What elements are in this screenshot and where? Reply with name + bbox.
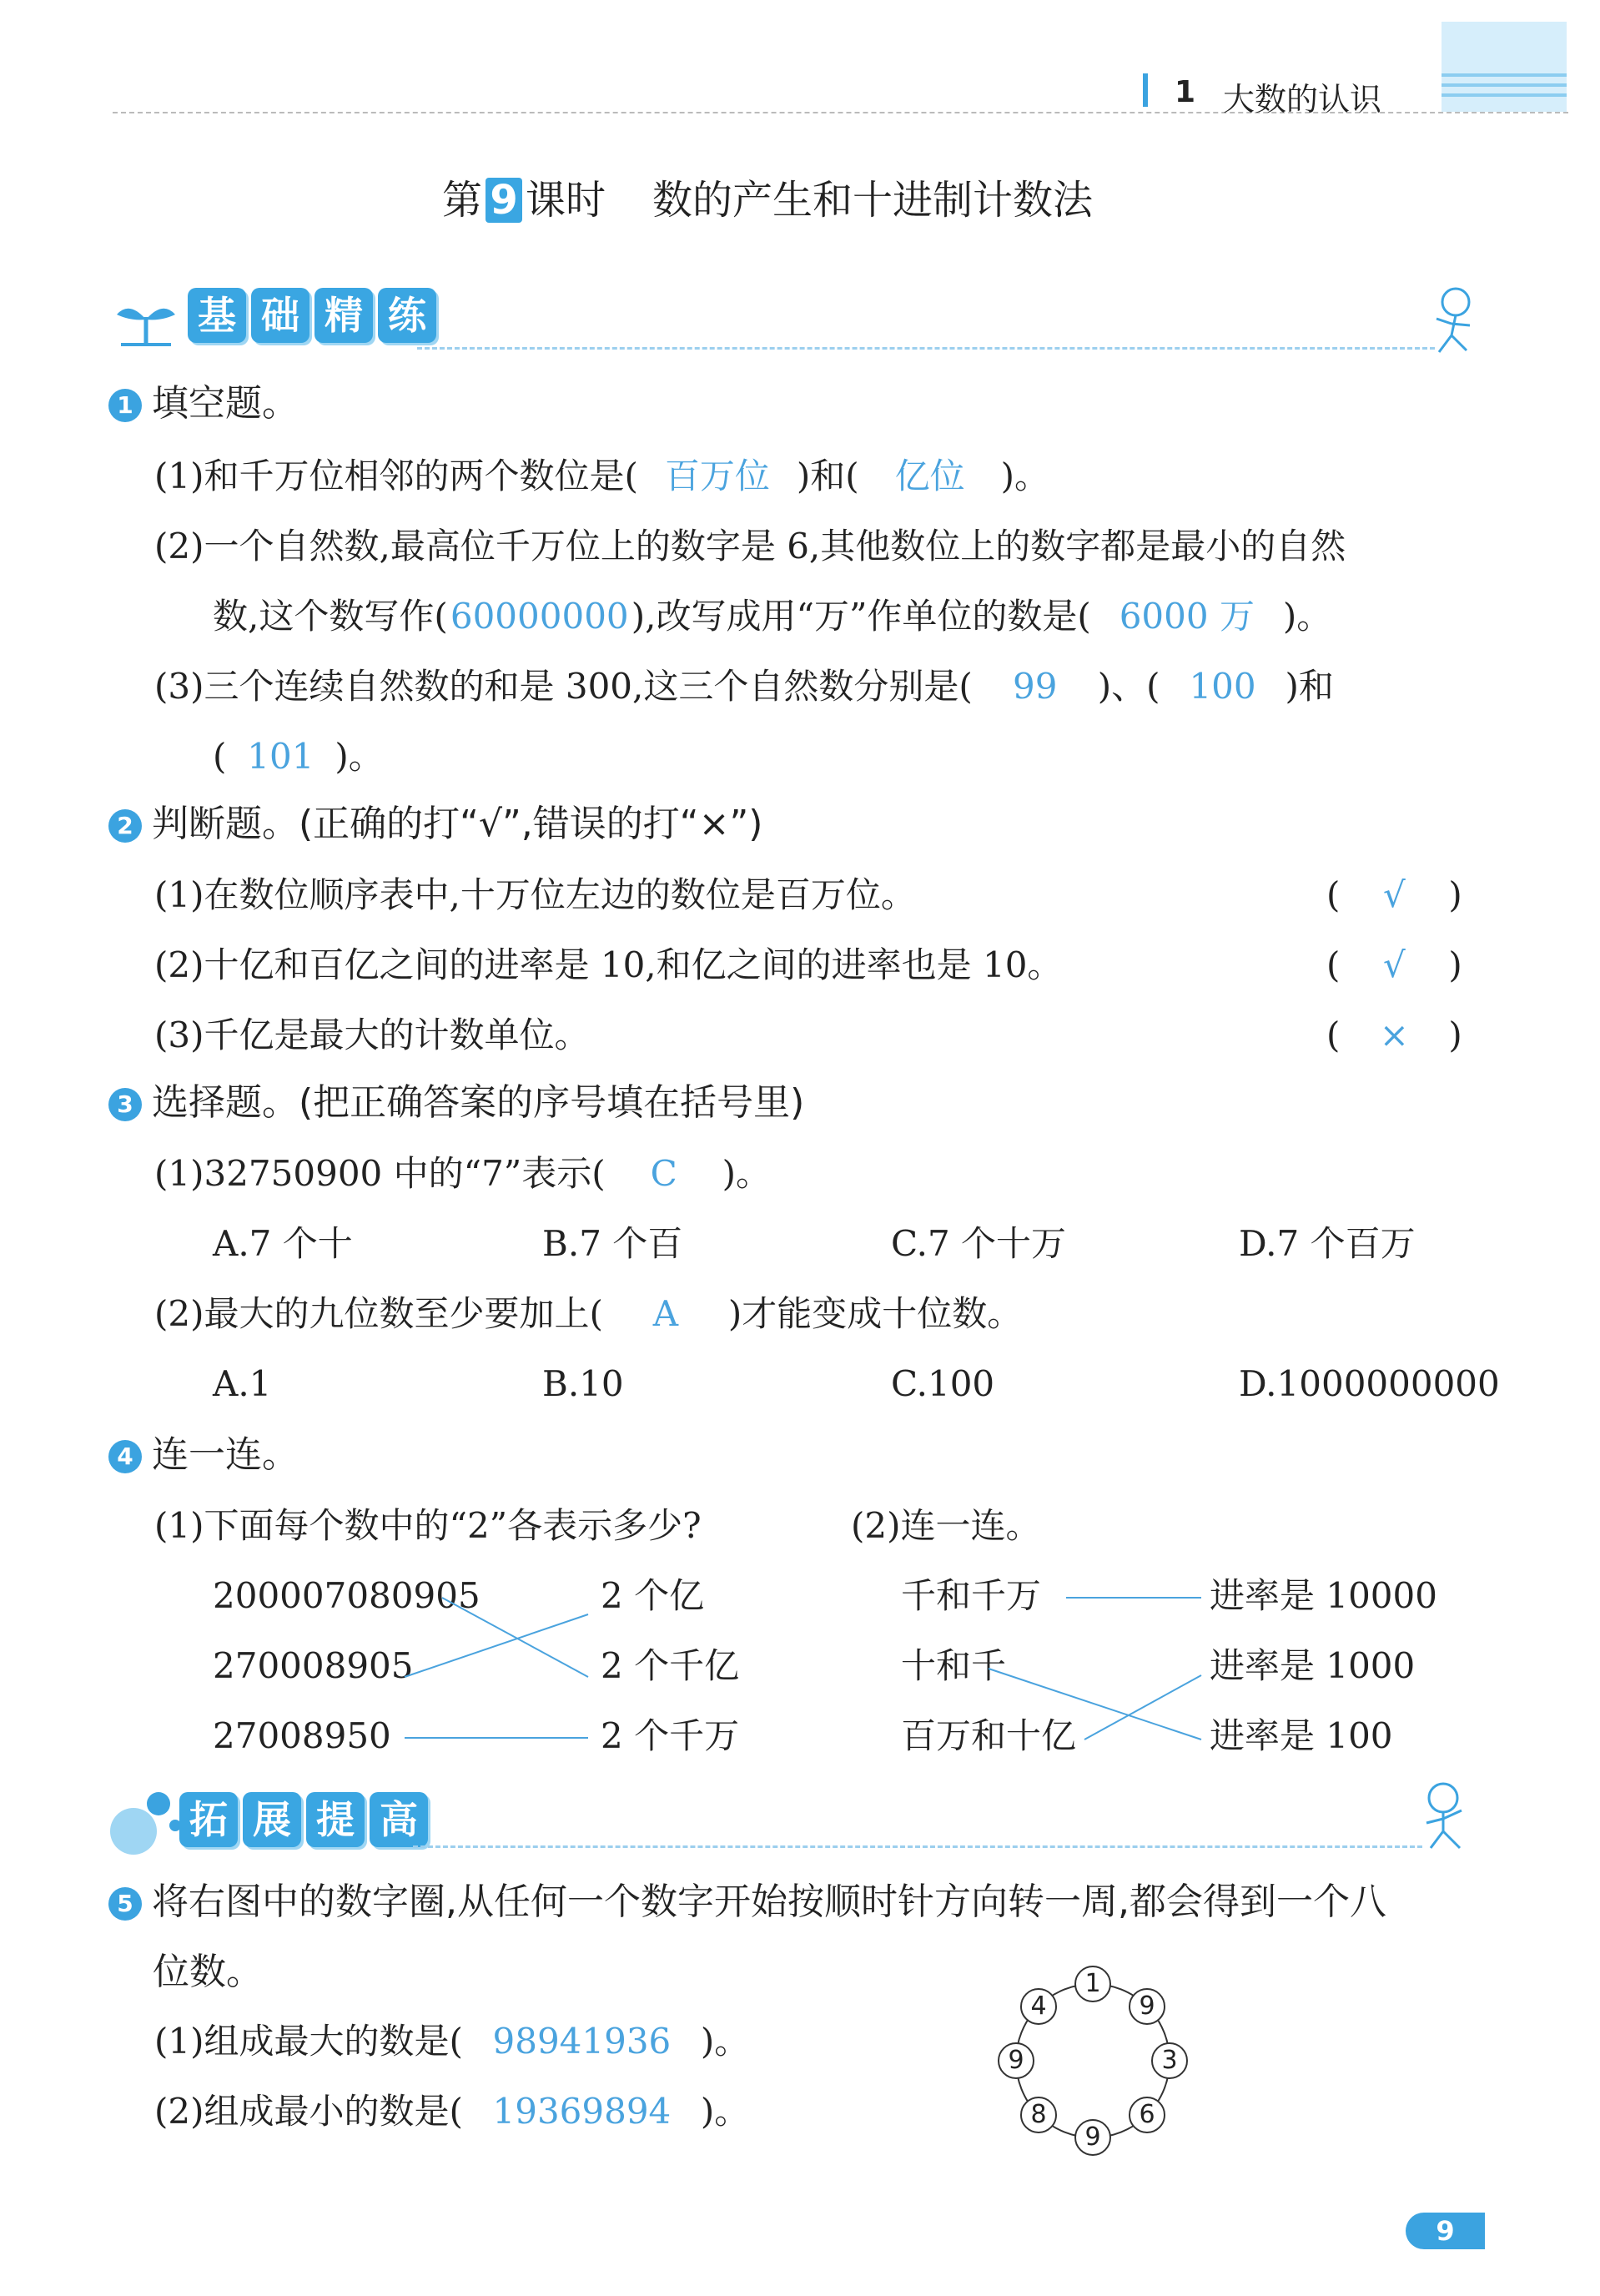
q1-3-answer-c: 101 (247, 736, 314, 777)
bubbles-icon (108, 1785, 188, 1860)
q1-2-answer-b: 6000 万 (1119, 596, 1255, 637)
match-right-pair: 十和千 (901, 1645, 1007, 1686)
match-line (989, 1669, 1201, 1740)
question-number-badge: 2 (108, 809, 142, 843)
q5-item-1 (154, 2021, 750, 2062)
lesson-topic: 数的产生和十进制计数法 (652, 177, 1094, 224)
match-left-unit: 2 个千亿 (601, 1645, 740, 1686)
section-char: 拓 (179, 1792, 238, 1847)
q1-3-answer-a: 99 (1013, 666, 1058, 707)
digit-circle: 9 (1074, 2119, 1111, 2156)
q3-2-option-b: B.10 (542, 1363, 624, 1404)
section-char: 高 (370, 1792, 428, 1847)
question-title: 判断题。(正确的打“√”,错误的打“×”) (152, 803, 763, 845)
match-left-number: 270008905 (213, 1645, 414, 1686)
q1-3-open: ( (213, 736, 227, 777)
question-title: 填空题。 (152, 382, 299, 425)
q1-2-mid: ),改写成用“万”作单位的数是( (631, 596, 1091, 637)
bracket-open: ( (1326, 874, 1341, 915)
q4-sub-1: (1)下面每个数中的“2”各表示多少? (154, 1505, 702, 1546)
chapter-title: 大数的认识 (1223, 81, 1382, 118)
question-5-heading (108, 1881, 1386, 1923)
question-title: 连一连。 (152, 1433, 299, 1476)
bracket-close: ) (1448, 874, 1462, 915)
q4-sub-2: (2)连一连。 (851, 1505, 1041, 1546)
question-number-badge: 3 (108, 1088, 142, 1121)
match-left-number: 27008950 (213, 1715, 391, 1756)
q5-2-answer: 19369894 (492, 2091, 672, 2132)
q1-3-post: )和 (1285, 666, 1334, 707)
match-line (442, 1598, 588, 1677)
digit-circle: 8 (1020, 2097, 1057, 2133)
section-extension (179, 1792, 433, 1847)
match-right-rate: 进率是 10000 (1210, 1575, 1437, 1616)
match-left-unit: 2 个亿 (601, 1575, 705, 1616)
q1-2-text: (2)一个自然数,最高位千万位上的数字是 6,其他数位上的数字都是最小的自然 (154, 526, 1346, 566)
match-line (405, 1614, 588, 1677)
lesson-number-badge: 9 (486, 178, 522, 223)
question-line-1: 将右图中的数字圈,从任何一个数字开始按顺时针方向转一周,都会得到一个八 (152, 1881, 1386, 1923)
bracket-open: ( (1326, 944, 1341, 985)
q2-2-answer: √ (1383, 944, 1406, 985)
q1-2-text-b: 数,这个数写作( (213, 596, 448, 637)
q3-1-option-d: D.7 个百万 (1239, 1223, 1416, 1264)
match-right-pair: 千和千万 (901, 1575, 1042, 1616)
q5-1-post: )。 (700, 2021, 750, 2062)
question-number-badge: 4 (108, 1440, 142, 1473)
digit-circle: 4 (1020, 1988, 1057, 2025)
section-char: 精 (314, 288, 373, 343)
q3-1-text: (1)32750900 中的“7”表示( (154, 1153, 606, 1194)
q1-1-answer-a: 百万位 (664, 456, 770, 496)
q3-2-option-d: D.1000000000 (1239, 1363, 1500, 1404)
q3-1-post: )。 (722, 1153, 772, 1194)
q5-2-post: )。 (700, 2091, 750, 2132)
q2-item-3: (3)千亿是最大的计数单位。 (154, 1015, 590, 1055)
page-number: 9 (1406, 2213, 1485, 2249)
q3-1-option-a: A.7 个十 (213, 1223, 353, 1264)
digit-circle-figure (984, 1952, 1201, 2169)
digit-circle: 9 (1129, 1988, 1165, 2025)
q3-2-post: )才能变成十位数。 (727, 1293, 1023, 1334)
q1-2-post: )。 (1282, 596, 1332, 637)
q1-1-text: (1)和千万位相邻的两个数位是( (154, 456, 638, 496)
q3-1-option-c: C.7 个十万 (891, 1223, 1067, 1264)
q5-2-text: (2)组成最小的数是( (154, 2091, 463, 2132)
q5-1-text: (1)组成最大的数是( (154, 2021, 463, 2062)
section-char: 基 (188, 288, 246, 343)
q1-1-answer-b: 亿位 (894, 456, 965, 496)
q3-2-text: (2)最大的九位数至少要加上( (154, 1293, 603, 1334)
q3-2-option-c: C.100 (891, 1363, 995, 1404)
q2-3-answer: × (1379, 1015, 1409, 1055)
section-char: 练 (378, 288, 436, 343)
section-rule (413, 1845, 1422, 1848)
bracket-close: ) (1448, 1015, 1462, 1055)
match-line (1084, 1675, 1201, 1740)
q1-1-mid: )和( (796, 456, 859, 496)
q3-2-option-a: A.1 (213, 1363, 272, 1404)
digit-circle: 3 (1151, 2042, 1188, 2079)
q1-3-answer-b: 100 (1189, 666, 1256, 707)
section-char: 础 (251, 288, 309, 343)
q1-3-text: (3)三个连续自然数的和是 300,这三个自然数分别是( (154, 666, 973, 707)
section-char: 展 (243, 1792, 301, 1847)
bracket-close: ) (1448, 944, 1462, 985)
match-left-unit: 2 个千万 (601, 1715, 740, 1756)
q1-1-post: )。 (1000, 456, 1050, 496)
section-char: 提 (306, 1792, 365, 1847)
q5-1-answer: 98941936 (492, 2021, 672, 2062)
digit-circle: 9 (998, 2042, 1034, 2079)
match-left-number: 200007080905 (213, 1575, 481, 1616)
question-number-badge: 5 (108, 1887, 142, 1921)
q3-1-answer: C (650, 1153, 677, 1194)
question-number-badge: 1 (108, 389, 142, 422)
q1-3-mid: )、( (1097, 666, 1160, 707)
bracket-open: ( (1326, 1015, 1341, 1055)
chapter-number: 1 (1175, 75, 1196, 109)
q5-item-2 (154, 2091, 750, 2132)
q2-item-1: (1)在数位顺序表中,十万位左边的数位是百万位。 (154, 874, 916, 915)
question-5-line-2: 位数。 (153, 1951, 263, 1993)
match-right-rate: 进率是 1000 (1210, 1645, 1416, 1686)
q1-3-close: )。 (335, 736, 384, 777)
lesson-suffix: 课时 (526, 177, 606, 224)
q3-2-answer: A (652, 1293, 679, 1334)
match-right-rate: 进率是 100 (1210, 1715, 1393, 1756)
digit-circle: 6 (1129, 2097, 1165, 2133)
lesson-prefix: 第 (442, 177, 483, 224)
digit-circle: 1 (1074, 1966, 1111, 2002)
q3-1-option-b: B.7 个百 (542, 1223, 683, 1264)
q2-1-answer: √ (1383, 874, 1406, 915)
q1-2-answer-a: 60000000 (450, 596, 629, 637)
question-title: 选择题。(把正确答案的序号填在括号里) (152, 1081, 805, 1124)
q2-item-2: (2)十亿和百亿之间的进率是 10,和亿之间的进率也是 10。 (154, 944, 1063, 985)
thinking-kid-icon (1410, 1777, 1481, 1852)
match-right-pair: 百万和十亿 (901, 1715, 1077, 1756)
